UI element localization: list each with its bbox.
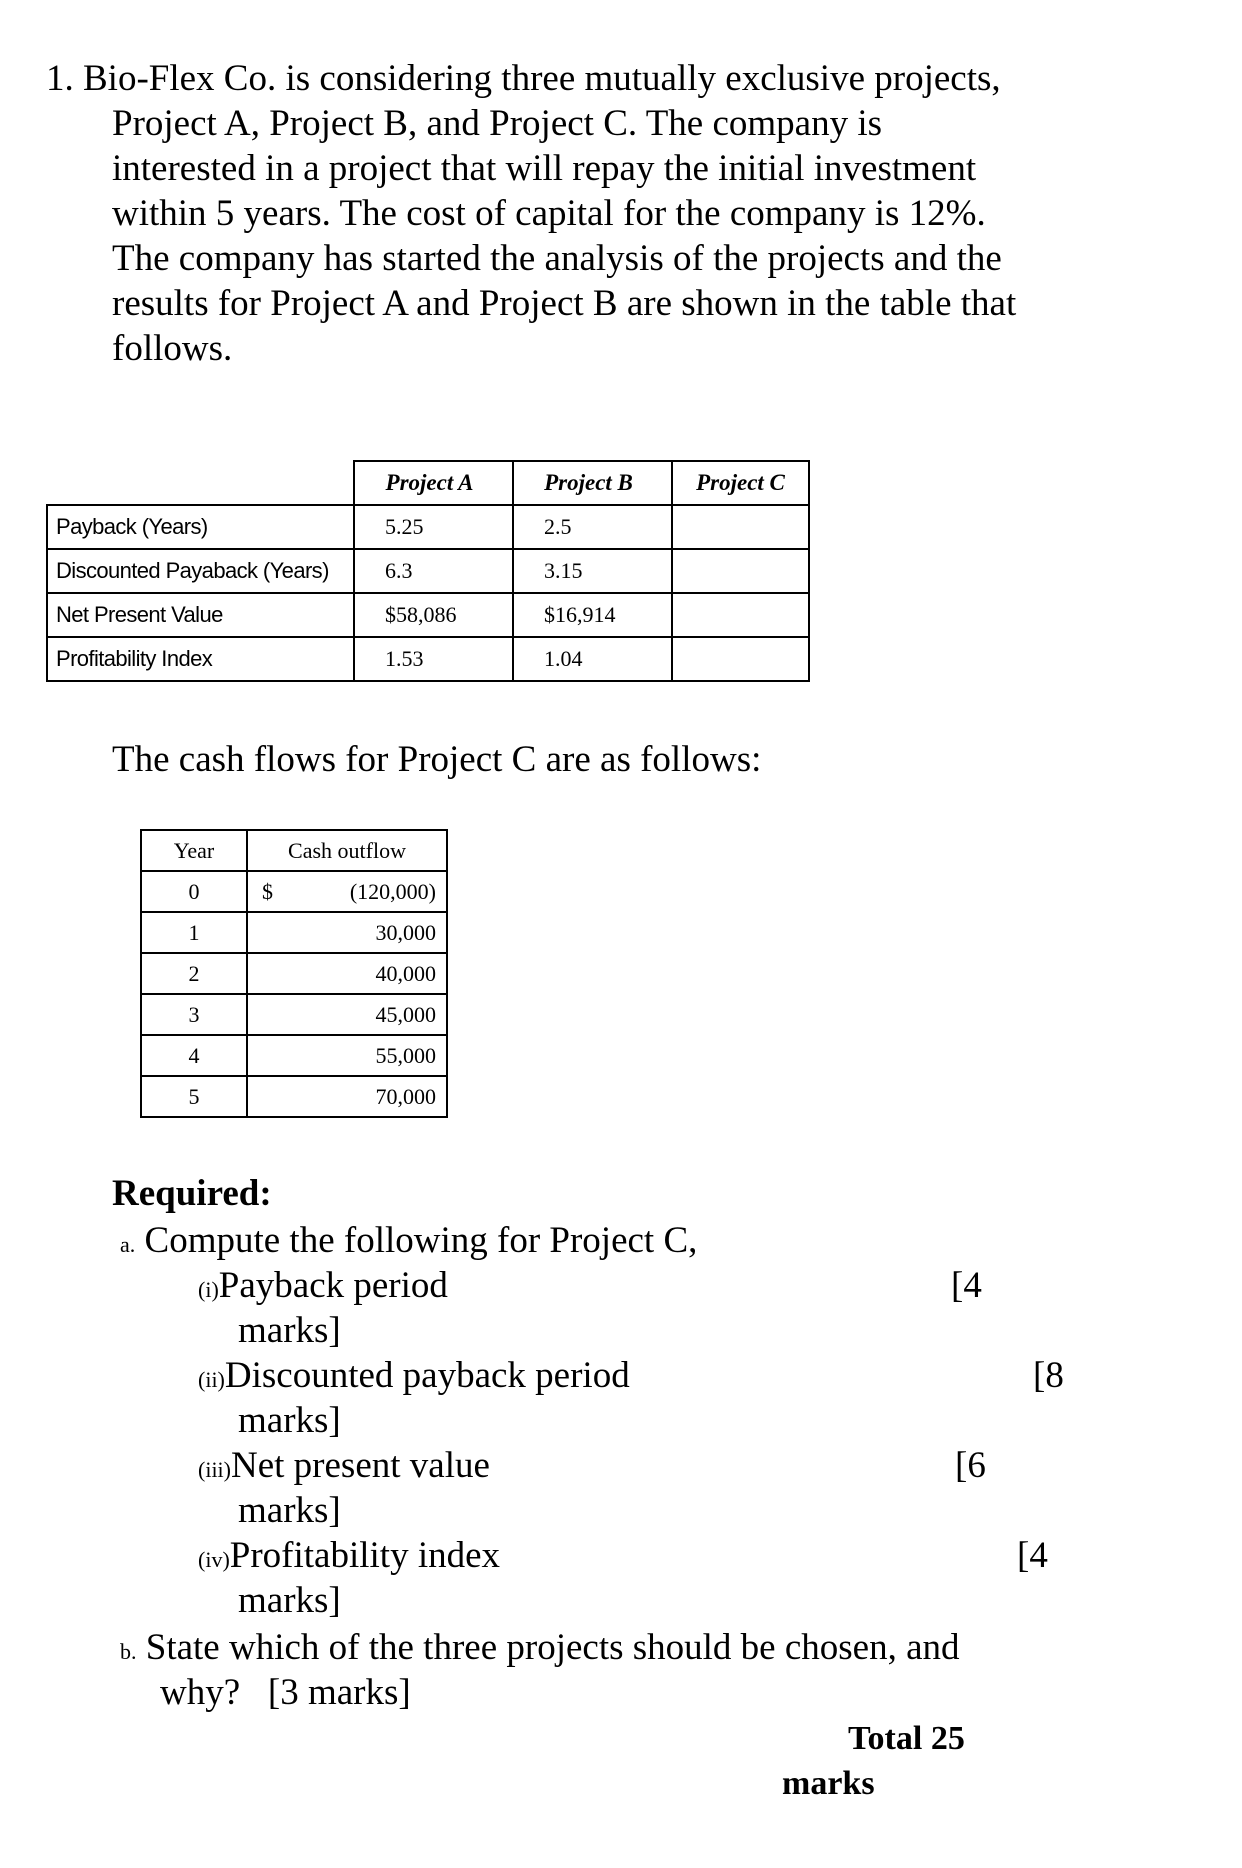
item-ii-text: Discounted payback period: [224, 1355, 630, 1396]
item-iii: [198, 1444, 490, 1492]
table-row: [47, 593, 809, 637]
item-iv-marks-open: [4: [1017, 1535, 1048, 1576]
header-project-b: Project B: [513, 461, 672, 505]
project-b-value: 2.5: [513, 505, 672, 549]
required-heading: Required:: [112, 1173, 272, 1214]
year-cell: 5: [141, 1076, 247, 1117]
table-row: [141, 1035, 447, 1076]
item-i-marks-close: marks]: [238, 1310, 341, 1351]
part-a-marker: a.: [120, 1232, 136, 1257]
amount-value: (120,000): [349, 878, 436, 904]
project-c-value: [672, 637, 809, 681]
item-iii-text: Net present value: [231, 1445, 490, 1486]
item-ii-marker: (ii): [198, 1367, 225, 1392]
cash-flow-intro: The cash flows for Project C are as follows:: [112, 739, 762, 780]
item-iii-marker: (iii): [198, 1457, 231, 1482]
row-label: Discounted Payaback (Years): [47, 549, 354, 593]
question-line-1: 1. Bio-Flex Co. is considering three mutually exclusive projects,: [46, 58, 1001, 99]
table-row: [141, 994, 447, 1035]
table-row: [141, 953, 447, 994]
item-i: [198, 1264, 448, 1312]
project-b-value: 1.04: [513, 637, 672, 681]
item-iv-text: Profitability index: [229, 1535, 501, 1576]
amount-cell: 30,000: [247, 912, 447, 953]
year-cell: 2: [141, 953, 247, 994]
part-b-marker: b.: [120, 1639, 137, 1664]
item-i-marker: (i): [198, 1277, 219, 1302]
project-b-value: $16,914: [513, 593, 672, 637]
year-cell: 1: [141, 912, 247, 953]
part-a-text: Compute the following for Project C,: [144, 1220, 698, 1261]
item-iv-marks-close: marks]: [238, 1580, 341, 1621]
currency-symbol: $: [262, 878, 273, 904]
summary-header-row: [47, 461, 809, 505]
row-label: Profitability Index: [47, 637, 354, 681]
item-ii-marks-close: marks]: [238, 1400, 341, 1441]
header-corner: [47, 461, 354, 505]
amount-cell: 45,000: [247, 994, 447, 1035]
table-row: [141, 871, 447, 912]
amount-cell: 70,000: [247, 1076, 447, 1117]
amount-cell: 55,000: [247, 1035, 447, 1076]
year-cell: 4: [141, 1035, 247, 1076]
project-a-value: $58,086: [354, 593, 513, 637]
row-label: Net Present Value: [47, 593, 354, 637]
project-b-value: 3.15: [513, 549, 672, 593]
total-marks-line1: Total 25: [848, 1720, 965, 1757]
year-cell: 0: [141, 871, 247, 912]
part-a: [120, 1219, 697, 1267]
table-row: [47, 637, 809, 681]
row-label: Payback (Years): [47, 505, 354, 549]
project-c-value: [672, 505, 809, 549]
question-line-6: results for Project A and Project B are shown in the table that: [112, 283, 1017, 324]
total-marks-line2: marks: [782, 1765, 875, 1802]
question-line-5: The company has started the analysis of the projects and the: [112, 238, 1002, 279]
question-line-4: within 5 years. The cost of capital for the company is 12%.: [112, 193, 986, 234]
amount-cell: 40,000: [247, 953, 447, 994]
table-row: [47, 505, 809, 549]
header-project-a: Project A: [354, 461, 513, 505]
project-a-value: 5.25: [354, 505, 513, 549]
item-iii-marks-open: [6: [955, 1445, 986, 1486]
table-row: [141, 1076, 447, 1117]
header-project-c: Project C: [672, 461, 809, 505]
item-ii-marks-open: [8: [1033, 1355, 1064, 1396]
project-c-value: [672, 549, 809, 593]
year-cell: 3: [141, 994, 247, 1035]
question-line-7: follows.: [112, 328, 233, 369]
project-summary-table: [46, 460, 810, 682]
table-row: [141, 912, 447, 953]
question-line-3: interested in a project that will repay the initial investment: [112, 148, 977, 189]
item-i-text: Payback period: [218, 1265, 448, 1306]
question-line-2: Project A, Project B, and Project C. The company is: [112, 103, 883, 144]
part-b-text-line2: why? [3 marks]: [160, 1672, 411, 1713]
header-year: Year: [141, 830, 247, 871]
header-cash-outflow: Cash outflow: [247, 830, 447, 871]
project-a-value: 6.3: [354, 549, 513, 593]
cash-header-row: [141, 830, 447, 871]
amount-cell: [247, 871, 447, 912]
item-i-marks-open: [4: [951, 1265, 982, 1306]
item-iv-marker: (iv): [198, 1547, 230, 1572]
item-iii-marks-close: marks]: [238, 1490, 341, 1531]
project-a-value: 1.53: [354, 637, 513, 681]
project-c-value: [672, 593, 809, 637]
table-row: [47, 549, 809, 593]
part-b-text-line1: State which of the three projects should be chosen, and: [145, 1627, 960, 1668]
item-ii: [198, 1354, 630, 1402]
item-iv: [198, 1534, 500, 1582]
cash-flow-table: [140, 829, 448, 1118]
part-b: [120, 1626, 960, 1674]
